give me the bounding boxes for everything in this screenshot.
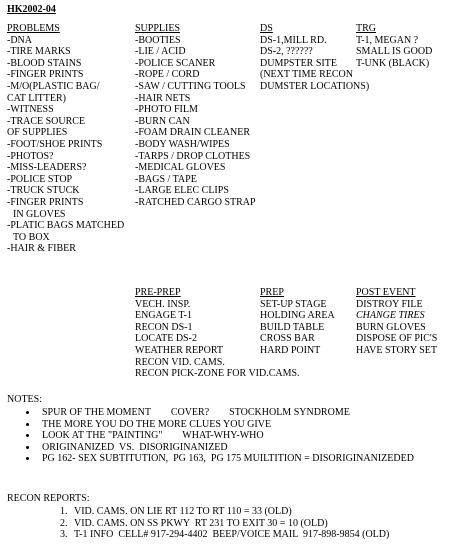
list-item: -ROPE / CORD <box>135 69 200 81</box>
list-item: TO BOX <box>13 231 50 243</box>
column-header: SUPPLIES <box>135 23 181 34</box>
list-item: DISTROY FILE <box>356 298 423 310</box>
recon-label: RECON REPORTS: <box>7 493 90 504</box>
list-item: -BAGS / TAPE <box>135 173 197 185</box>
list-item: • THE MORE YOU DO THE MORE CLUES YOU GIVE <box>38 419 414 431</box>
supplies-column <box>135 23 256 209</box>
list-item: -DNA <box>7 34 32 46</box>
list-item: -PHOTO FILM <box>135 104 198 116</box>
column-header: POST EVENT <box>356 287 416 298</box>
list-item: -LIE / ACID <box>135 46 186 58</box>
list-item: -FOAM DRAIN CLEANER <box>135 127 250 139</box>
list-item: -BLOOD STAINS <box>7 57 82 69</box>
list-item: -PHOTOS? <box>7 150 54 162</box>
list-item: SET-UP STAGE <box>260 298 327 310</box>
list-item: -HAIR NETS <box>135 92 191 104</box>
list-item: LOCATE DS-2 <box>135 333 197 345</box>
list-item: CAT LITTER) <box>7 92 66 104</box>
list-item: -TARPS / DROP CLOTHES <box>135 150 251 162</box>
list-item: -FINGER PRINTS <box>7 69 84 81</box>
list-item: (NEXT TIME RECON <box>260 69 353 81</box>
list-item: • LOOK AT THE "PAINTING" WHAT-WHY-WHO <box>38 430 414 442</box>
list-item: CHANGE TIRES <box>356 310 425 322</box>
list-item: BUILD TABLE <box>260 321 325 333</box>
list-item: -FINGER PRINTS <box>7 196 84 208</box>
list-item: HOLDING AREA <box>260 310 335 322</box>
document-id: HK2002-04 <box>7 4 56 15</box>
list-item: -RATCHED CARGO STRAP <box>135 196 256 208</box>
list-item: -MISS-LEADERS? <box>7 162 87 174</box>
column-header: DS <box>260 23 273 34</box>
list-item: HAVE STORY SET <box>356 344 437 356</box>
list-item: DS-1,MILL RD. <box>260 34 327 46</box>
list-item: -HAIR & FIBER <box>7 243 76 255</box>
list-item: -POLICE SCANER <box>135 57 216 69</box>
problems-column <box>7 23 124 255</box>
list-item: HARD POINT <box>260 344 321 356</box>
list-item: • PG 162- SEX SUBTITUTION, PG 163, PG 175 MUILTITION = DISORIGINANIZEDED <box>38 453 414 465</box>
list-item: CROSS BAR <box>260 333 315 345</box>
list-item: 1. VID. CAMS. ON LIE RT 112 TO RT 110 = 33 (OLD) <box>70 506 389 518</box>
list-item: DUMSTER LOCATIONS) <box>260 80 370 92</box>
list-item: ENGAGE T-1 <box>135 310 192 322</box>
list-item: -MEDICAL GLOVES <box>135 162 226 174</box>
notes-label: NOTES: <box>7 394 42 405</box>
list-item: OF SUPPLIES <box>7 127 68 139</box>
notes-list <box>24 407 414 465</box>
ds-column <box>260 23 369 93</box>
list-item: -POLICE STOP <box>7 173 73 185</box>
list-item: WEATHER REPORT <box>135 344 224 356</box>
list-item: BURN GLOVES <box>356 321 426 333</box>
list-item: -TIRE MARKS <box>7 46 71 58</box>
list-item: -BOOTIES <box>135 34 181 46</box>
list-item: -TRUCK STUCK <box>7 185 80 197</box>
recon-list <box>54 506 389 541</box>
post-event-column <box>356 287 437 357</box>
list-item: RECON VID. CAMS. <box>135 356 225 368</box>
list-item: VECH. INSP. <box>135 298 191 310</box>
list-item: -SAW / CUTTING TOOLS <box>135 80 246 92</box>
list-item: • ORIGINANIZED VS. DISORIGINANIZED <box>38 442 414 454</box>
list-item: -BURN CAN <box>135 115 190 127</box>
list-item: DUMPSTER SITE <box>260 57 337 69</box>
list-item: IN GLOVES <box>13 208 66 220</box>
list-item: -FOOT/SHOE PRINTS <box>7 138 103 150</box>
column-header: PREP <box>260 287 284 298</box>
list-item: -TRACE SOURCE <box>7 115 86 127</box>
list-item: -PLATIC BAGS MATCHED <box>7 220 125 232</box>
list-item: DISPOSE OF PIC'S <box>356 333 438 345</box>
list-item: -WITNESS <box>7 104 54 116</box>
list-item: SMALL IS GOOD <box>356 46 433 58</box>
column-header: PRE-PREP <box>135 287 181 298</box>
list-item: • SPUR OF THE MOMENT COVER? STOCKHOLM SYNDROME <box>38 407 414 419</box>
list-item: T-1, MEGAN ? <box>356 34 419 46</box>
list-item: T-UNK (BLACK) <box>356 57 430 69</box>
column-header: PROBLEMS <box>7 23 60 34</box>
list-item: 2. VID. CAMS. ON SS PKWY RT 231 TO EXIT 30 = 10 (OLD) <box>70 518 389 530</box>
list-item: 3. T-1 INFO CELL# 917-294-4402 BEEP/VOICE MAIL 917-898-9854 (OLD) <box>70 529 389 541</box>
column-header: TRG <box>356 23 376 34</box>
prep-column <box>260 287 335 357</box>
list-item: -BODY WASH/WIPES <box>135 138 230 150</box>
list-item: DS-2, ?????? <box>260 46 313 58</box>
list-item: -LARGE ELEC CLIPS <box>135 185 229 197</box>
trg-column <box>356 23 432 69</box>
list-item: -M/O(PLASTIC BAG/ <box>7 80 100 92</box>
list-item: RECON DS-1 <box>135 321 193 333</box>
list-item: RECON PICK-ZONE FOR VID.CAMS. <box>135 368 300 380</box>
